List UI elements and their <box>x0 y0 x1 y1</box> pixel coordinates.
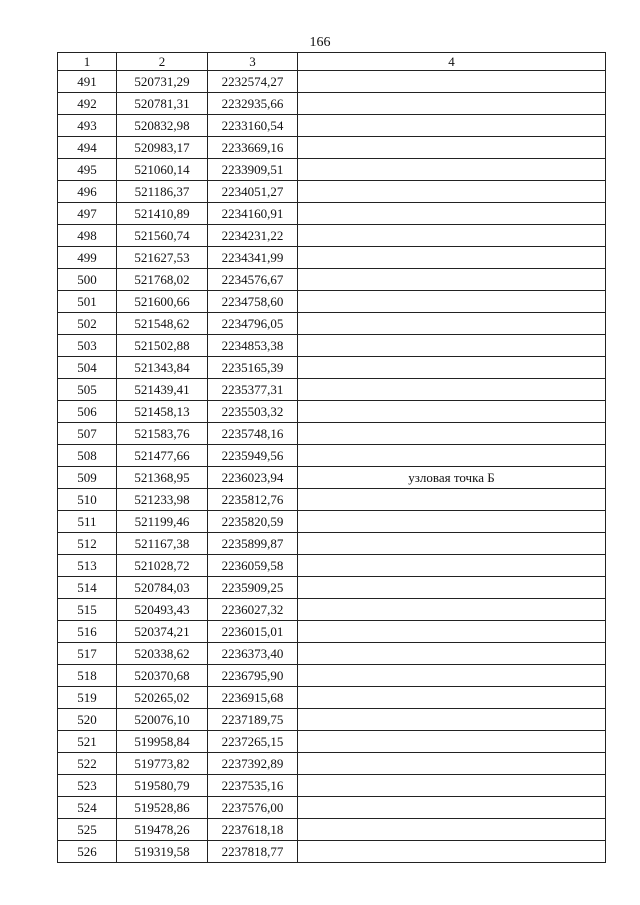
point-number-cell: 523 <box>58 775 117 797</box>
point-number-cell: 499 <box>58 247 117 269</box>
note-cell <box>298 181 606 203</box>
x-coordinate-cell: 521560,74 <box>117 225 208 247</box>
point-number-cell: 524 <box>58 797 117 819</box>
note-cell <box>298 489 606 511</box>
y-coordinate-cell: 2232935,66 <box>208 93 298 115</box>
y-coordinate-cell: 2234853,38 <box>208 335 298 357</box>
column-header-4: 4 <box>298 53 606 71</box>
table-row <box>58 93 606 115</box>
point-number-cell: 497 <box>58 203 117 225</box>
y-coordinate-cell: 2235820,59 <box>208 511 298 533</box>
note-cell <box>298 203 606 225</box>
y-coordinate-cell: 2236023,94 <box>208 467 298 489</box>
point-number-cell: 511 <box>58 511 117 533</box>
point-number-cell: 517 <box>58 643 117 665</box>
table-row <box>58 247 606 269</box>
point-number-cell: 492 <box>58 93 117 115</box>
y-coordinate-cell: 2237576,00 <box>208 797 298 819</box>
note-cell <box>298 401 606 423</box>
table-row <box>58 775 606 797</box>
point-number-cell: 510 <box>58 489 117 511</box>
y-coordinate-cell: 2237265,15 <box>208 731 298 753</box>
y-coordinate-cell: 2236015,01 <box>208 621 298 643</box>
x-coordinate-cell: 520338,62 <box>117 643 208 665</box>
x-coordinate-cell: 520374,21 <box>117 621 208 643</box>
y-coordinate-cell: 2234796,05 <box>208 313 298 335</box>
y-coordinate-cell: 2234160,91 <box>208 203 298 225</box>
note-cell <box>298 753 606 775</box>
table-row <box>58 709 606 731</box>
point-number-cell: 522 <box>58 753 117 775</box>
note-cell <box>298 643 606 665</box>
x-coordinate-cell: 521439,41 <box>117 379 208 401</box>
y-coordinate-cell: 2237189,75 <box>208 709 298 731</box>
y-coordinate-cell: 2237818,77 <box>208 841 298 863</box>
note-cell: узловая точка Б <box>298 467 606 489</box>
x-coordinate-cell: 519773,82 <box>117 753 208 775</box>
table-row <box>58 599 606 621</box>
point-number-cell: 513 <box>58 555 117 577</box>
note-cell <box>298 269 606 291</box>
table-row <box>58 555 606 577</box>
point-number-cell: 521 <box>58 731 117 753</box>
x-coordinate-cell: 519958,84 <box>117 731 208 753</box>
note-cell <box>298 687 606 709</box>
point-number-cell: 504 <box>58 357 117 379</box>
table-row <box>58 841 606 863</box>
point-number-cell: 507 <box>58 423 117 445</box>
y-coordinate-cell: 2235812,76 <box>208 489 298 511</box>
point-number-cell: 520 <box>58 709 117 731</box>
point-number-cell: 519 <box>58 687 117 709</box>
table-row <box>58 225 606 247</box>
point-number-cell: 514 <box>58 577 117 599</box>
point-number-cell: 505 <box>58 379 117 401</box>
point-number-cell: 500 <box>58 269 117 291</box>
x-coordinate-cell: 521600,66 <box>117 291 208 313</box>
point-number-cell: 495 <box>58 159 117 181</box>
y-coordinate-cell: 2236059,58 <box>208 555 298 577</box>
note-cell <box>298 137 606 159</box>
point-number-cell: 526 <box>58 841 117 863</box>
table-row <box>58 687 606 709</box>
y-coordinate-cell: 2234051,27 <box>208 181 298 203</box>
point-number-cell: 525 <box>58 819 117 841</box>
x-coordinate-cell: 521060,14 <box>117 159 208 181</box>
table-body <box>58 71 606 863</box>
x-coordinate-cell: 520370,68 <box>117 665 208 687</box>
note-cell <box>298 731 606 753</box>
point-number-cell: 508 <box>58 445 117 467</box>
x-coordinate-cell: 520781,31 <box>117 93 208 115</box>
x-coordinate-cell: 520076,10 <box>117 709 208 731</box>
table-row <box>58 797 606 819</box>
y-coordinate-cell: 2235949,56 <box>208 445 298 467</box>
point-number-cell: 512 <box>58 533 117 555</box>
table-row <box>58 137 606 159</box>
point-number-cell: 496 <box>58 181 117 203</box>
point-number-cell: 503 <box>58 335 117 357</box>
y-coordinate-cell: 2233160,54 <box>208 115 298 137</box>
point-number-cell: 502 <box>58 313 117 335</box>
y-coordinate-cell: 2234758,60 <box>208 291 298 313</box>
table-row <box>58 643 606 665</box>
x-coordinate-cell: 520983,17 <box>117 137 208 159</box>
y-coordinate-cell: 2237392,89 <box>208 753 298 775</box>
table-row <box>58 313 606 335</box>
point-number-cell: 498 <box>58 225 117 247</box>
table-row <box>58 335 606 357</box>
y-coordinate-cell: 2236373,40 <box>208 643 298 665</box>
y-coordinate-cell: 2235899,87 <box>208 533 298 555</box>
y-coordinate-cell: 2236027,32 <box>208 599 298 621</box>
point-number-cell: 516 <box>58 621 117 643</box>
note-cell <box>298 665 606 687</box>
y-coordinate-cell: 2235377,31 <box>208 379 298 401</box>
note-cell <box>298 577 606 599</box>
table-row <box>58 621 606 643</box>
table-row <box>58 291 606 313</box>
x-coordinate-cell: 521583,76 <box>117 423 208 445</box>
column-header-2: 2 <box>117 53 208 71</box>
x-coordinate-cell: 521548,62 <box>117 313 208 335</box>
table-row <box>58 203 606 225</box>
table-row <box>58 423 606 445</box>
y-coordinate-cell: 2233669,16 <box>208 137 298 159</box>
x-coordinate-cell: 519478,26 <box>117 819 208 841</box>
y-coordinate-cell: 2235165,39 <box>208 357 298 379</box>
note-cell <box>298 247 606 269</box>
table-row <box>58 115 606 137</box>
table-row <box>58 511 606 533</box>
table-row <box>58 357 606 379</box>
y-coordinate-cell: 2237618,18 <box>208 819 298 841</box>
note-cell <box>298 335 606 357</box>
note-cell <box>298 291 606 313</box>
point-number-cell: 518 <box>58 665 117 687</box>
x-coordinate-cell: 521167,38 <box>117 533 208 555</box>
note-cell <box>298 93 606 115</box>
note-cell <box>298 423 606 445</box>
point-number-cell: 491 <box>58 71 117 93</box>
x-coordinate-cell: 519319,58 <box>117 841 208 863</box>
y-coordinate-cell: 2236915,68 <box>208 687 298 709</box>
table-row <box>58 269 606 291</box>
table-row <box>58 181 606 203</box>
table-row <box>58 577 606 599</box>
note-cell <box>298 555 606 577</box>
coordinates-table <box>57 52 606 863</box>
point-number-cell: 515 <box>58 599 117 621</box>
y-coordinate-cell: 2236795,90 <box>208 665 298 687</box>
y-coordinate-cell: 2235503,32 <box>208 401 298 423</box>
point-number-cell: 493 <box>58 115 117 137</box>
y-coordinate-cell: 2234341,99 <box>208 247 298 269</box>
table-row <box>58 71 606 93</box>
note-cell <box>298 313 606 335</box>
note-cell <box>298 709 606 731</box>
table-row <box>58 489 606 511</box>
y-coordinate-cell: 2232574,27 <box>208 71 298 93</box>
table-row <box>58 445 606 467</box>
y-coordinate-cell: 2235748,16 <box>208 423 298 445</box>
x-coordinate-cell: 521028,72 <box>117 555 208 577</box>
note-cell <box>298 159 606 181</box>
note-cell <box>298 621 606 643</box>
note-cell <box>298 841 606 863</box>
point-number-cell: 509 <box>58 467 117 489</box>
x-coordinate-cell: 519580,79 <box>117 775 208 797</box>
table-row <box>58 753 606 775</box>
note-cell <box>298 115 606 137</box>
note-cell <box>298 599 606 621</box>
x-coordinate-cell: 521343,84 <box>117 357 208 379</box>
x-coordinate-cell: 521410,89 <box>117 203 208 225</box>
x-coordinate-cell: 521199,46 <box>117 511 208 533</box>
y-coordinate-cell: 2237535,16 <box>208 775 298 797</box>
table-row <box>58 665 606 687</box>
note-cell <box>298 511 606 533</box>
table-header-row <box>58 53 606 71</box>
note-cell <box>298 797 606 819</box>
column-header-3: 3 <box>208 53 298 71</box>
y-coordinate-cell: 2234231,22 <box>208 225 298 247</box>
x-coordinate-cell: 520784,03 <box>117 577 208 599</box>
note-cell <box>298 225 606 247</box>
x-coordinate-cell: 521502,88 <box>117 335 208 357</box>
note-cell <box>298 445 606 467</box>
x-coordinate-cell: 521186,37 <box>117 181 208 203</box>
x-coordinate-cell: 521768,02 <box>117 269 208 291</box>
table-row <box>58 401 606 423</box>
note-cell <box>298 379 606 401</box>
table-row <box>58 159 606 181</box>
table-row <box>58 731 606 753</box>
x-coordinate-cell: 519528,86 <box>117 797 208 819</box>
x-coordinate-cell: 521368,95 <box>117 467 208 489</box>
page-number: 166 <box>309 35 331 50</box>
point-number-cell: 494 <box>58 137 117 159</box>
x-coordinate-cell: 520832,98 <box>117 115 208 137</box>
point-number-cell: 501 <box>58 291 117 313</box>
x-coordinate-cell: 521627,53 <box>117 247 208 269</box>
y-coordinate-cell: 2234576,67 <box>208 269 298 291</box>
x-coordinate-cell: 520493,43 <box>117 599 208 621</box>
table-row <box>58 467 606 489</box>
note-cell <box>298 775 606 797</box>
x-coordinate-cell: 521233,98 <box>117 489 208 511</box>
table-row <box>58 379 606 401</box>
y-coordinate-cell: 2235909,25 <box>208 577 298 599</box>
table-row <box>58 533 606 555</box>
note-cell <box>298 533 606 555</box>
table-row <box>58 819 606 841</box>
column-header-1: 1 <box>58 53 117 71</box>
point-number-cell: 506 <box>58 401 117 423</box>
y-coordinate-cell: 2233909,51 <box>208 159 298 181</box>
note-cell <box>298 71 606 93</box>
note-cell <box>298 357 606 379</box>
x-coordinate-cell: 521477,66 <box>117 445 208 467</box>
note-cell <box>298 819 606 841</box>
x-coordinate-cell: 520265,02 <box>117 687 208 709</box>
x-coordinate-cell: 521458,13 <box>117 401 208 423</box>
x-coordinate-cell: 520731,29 <box>117 71 208 93</box>
